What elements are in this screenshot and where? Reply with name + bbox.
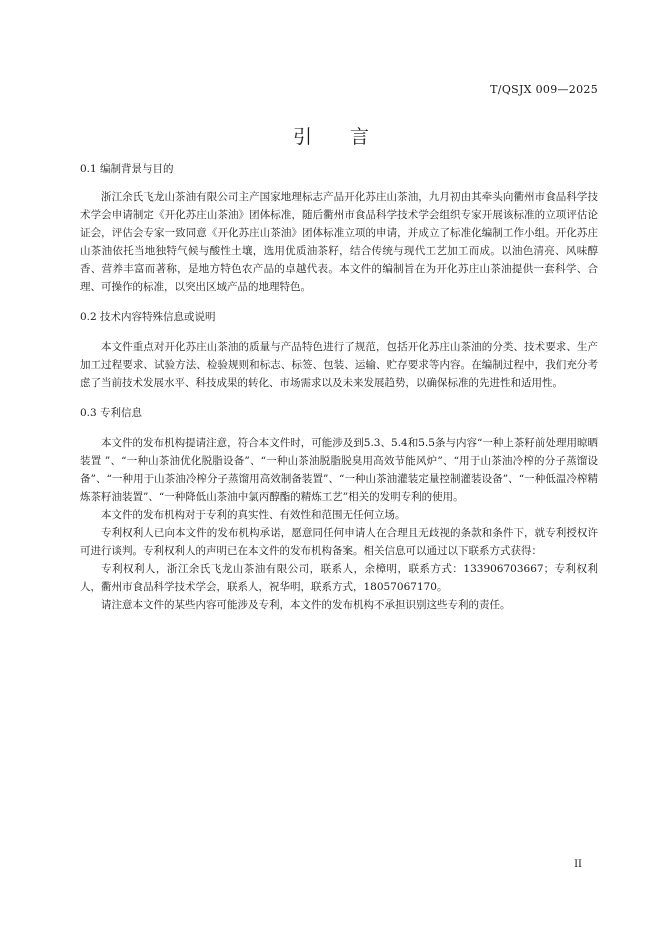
page-title: 引言: [292, 126, 407, 148]
paragraph: 专利权利人已向本文件的发布机构承诺，愿意同任何申请人在合理且无歧视的条款和条件下，就专利授权许可进行谈判。专利权利人的声明已在本文件的发布机构备案。相关信息可以通过以下联系方式获得：: [80, 527, 598, 557]
paragraph: 本文件的发布机构对于专利的真实性、有效性和范围无任何立场。: [101, 509, 406, 521]
paragraph: 专利权利人，浙江余氏飞龙山茶油有限公司，联系人，余樟明，联系方式：13390670366​7；专利权利人，衢州市食品科学技术学会，联系人，祝华明，联系方式，18057067170。: [80, 563, 598, 593]
paragraph: 浙江余氏飞龙山茶油有限公司主产国家地理标志产品开化苏庄山茶油，九月初由其牵头向衢州市食品科学技术学会申请制定《开化苏庄山茶油》团体标准，随后衢州市食品科学技术学会组织专家开展该标准的立项评估论证会，评估会专家一致同意《开化苏庄山茶油》团体标准立项的申请，并成立了标准化编制工作小组。开化苏庄山茶油依托当地独特气候与酸性土壤，选用优质油茶籽，结合传统与现代工艺加工而成。以油色清亮、风味醇香、营养丰富而著称，是地方特色农产品的卓越代表。本文件的编制旨在为开化苏庄山茶油提供一套科学、合理、可操作的标准，以突出区域产品的地理特色。: [80, 191, 598, 293]
section-background-purpose: [80, 160, 598, 296]
paragraph: 请注意本文件的某些内容可能涉及专利，本文件的发布机构不承担识别这些专利的责任。: [101, 599, 511, 611]
page-number: II: [574, 859, 582, 870]
paragraph: 本文件重点对开化苏庄山茶油的质量与产品特色进行了规范，包括开化苏庄山茶油的分类、技术要求、生产加工过程要求、试验方法、检验规则和标志、标签、包装、运输、贮存要求等内容。在编制过程中，我们充分考虑了当前技术发展水平、科技成果的转化、市场需求以及未来发展趋势，以确保标准的先进性和适用性。: [80, 341, 598, 389]
paragraph: 本文件的发布机构提请注意，符合本文件时，可能涉及到5.3、5.4和5.5条与内容“一种上茶籽前处理用晾晒装置 ”、“一种山茶油优化脱脂设备”、“一种山茶油脱脂脱臭用高效节能风炉”、“用于山茶油冷榨的分子蒸馏设备”、“一种用于山茶油冷榨分子蒸馏用高效制备装置”、“一种山茶油灌装定量控制灌装设备”、“一种低温冷榨精炼茶籽油装置”、“一种降低山茶油中氯丙醇酯的精炼工艺”相关的发明专利的使用。: [80, 437, 598, 503]
section-heading: 0.1 编制背景与目的: [80, 163, 174, 175]
document-code: T/QSJX 009—2025: [490, 83, 598, 96]
document-body: [80, 160, 598, 626]
section-heading: 0.2 技术内容特殊信息或说明: [80, 311, 216, 323]
section-technical-notes: [80, 308, 598, 392]
section-heading: 0.3 专利信息: [80, 407, 143, 419]
section-patent-info: [80, 404, 598, 614]
